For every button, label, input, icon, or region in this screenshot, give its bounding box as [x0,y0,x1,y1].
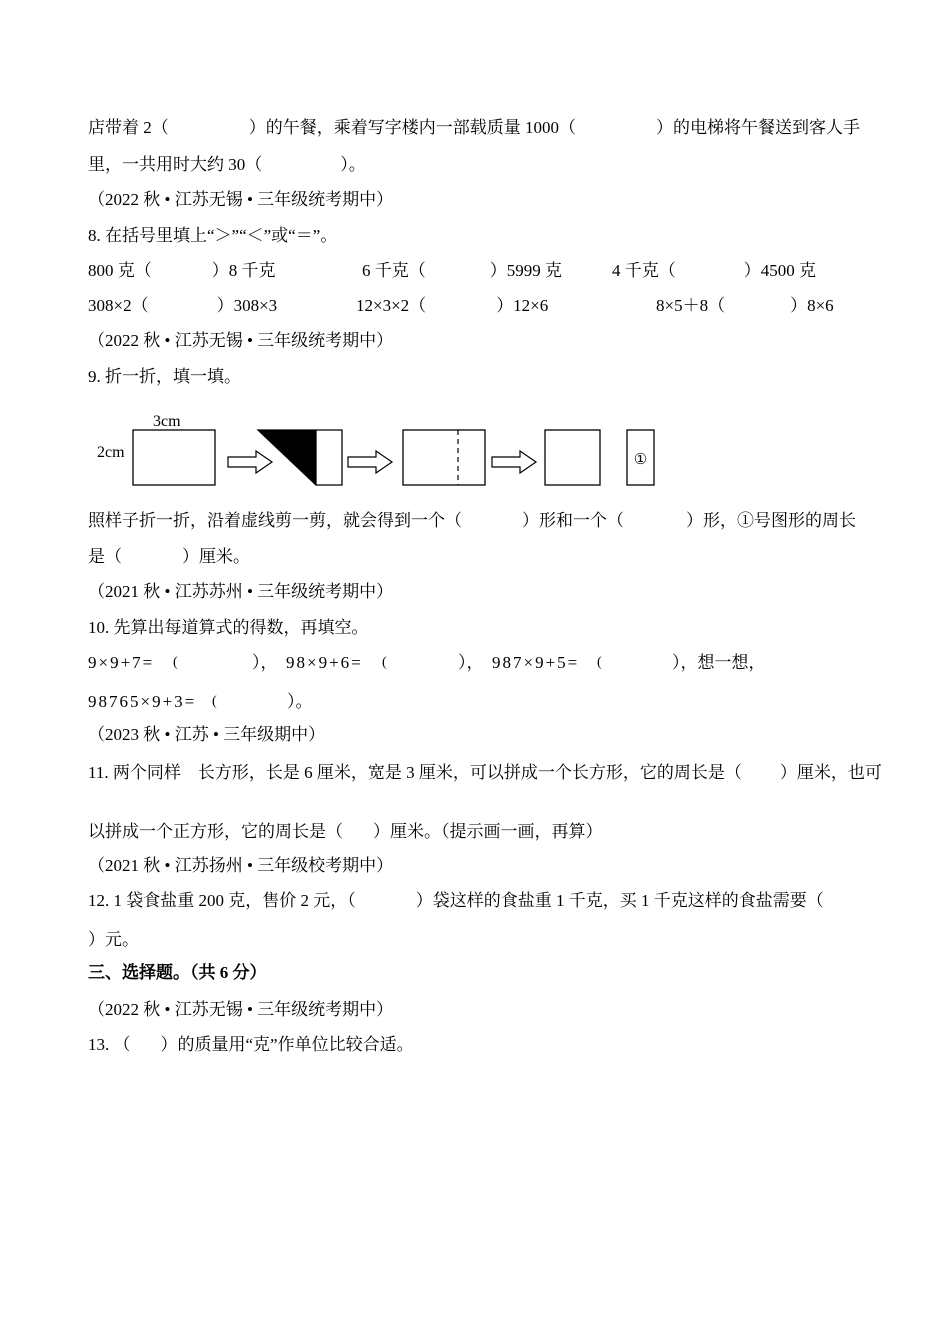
q12-source [88,856,393,876]
section-heading [88,963,267,983]
text-segment: 8×5＋8（ [656,296,726,315]
text-segment: ）形和一个（ [522,511,624,530]
q11-source [88,725,325,745]
text-segment: 11. 两个同样 长方形，长是 6 厘米，宽是 3 厘米，可以拼成一个长方形，它的周长是（ [88,763,742,782]
q10-stem [88,618,369,638]
text-segment: ）厘米。 [182,547,250,566]
text-segment: ）， [458,653,484,672]
answer-blank [725,310,790,311]
q11-line-1 [88,763,882,783]
q9-source [88,331,393,351]
text-segment: 里，一共用时大约 30（ [88,155,263,174]
source-note: （2022 秋 • 江苏无锡 • 三年级统考期中） [88,1000,394,1019]
text-segment: 308×2（ [88,296,149,315]
q9-stem [88,367,241,387]
source-note: （2021 秋 • 江苏苏州 • 三年级统考期中） [88,582,394,601]
answer-blank [576,132,656,133]
answer-blank [742,777,780,778]
answer-blank [426,275,490,276]
piece-number-label: ① [633,450,648,468]
section-title: 三、选择题。（共 6 分） [88,963,267,982]
question-stem: 10. 先算出每道算式的得数，再填空。 [88,618,369,637]
q8-row1-item3 [612,261,816,281]
answer-blank [343,836,373,837]
text-segment: 800 克（ [88,261,152,280]
text-segment: ）厘米。（提示画一画，再算） [373,822,603,841]
text-segment: ）4500 克 [743,261,816,280]
text-segment: 12×3×2（ [356,296,427,315]
text-segment: ），想一想， [672,653,766,672]
q9-line-1 [88,511,856,531]
arrow-right-icon [228,451,272,473]
text-segment: 店带着 2（ [88,118,169,137]
text-segment: ）形，①号图形的周长 [686,511,856,530]
text-segment: ）的电梯将午餐送到客人手 [656,118,860,137]
open-paren: ( [597,655,602,670]
source-note: （2023 秋 • 江苏 • 三年级期中） [88,725,326,744]
text-segment: 12. 1 袋食盐重 200 克，售价 2 元，（ [88,891,356,910]
text-segment: ）。 [287,692,313,711]
q7-line-1 [88,118,860,138]
arrow-right-icon [348,451,392,473]
text-segment: ）8 千克 [211,261,276,280]
q12-line-1 [88,891,824,911]
q10-source [88,582,393,602]
question-stem: 8. 在括号里填上“＞”“＜”或“＝”。 [88,226,338,245]
text-segment: 6 千克（ [362,261,426,280]
q8-row1-item2 [362,261,562,281]
source-note: （2021 秋 • 江苏扬州 • 三年级校考期中） [88,856,394,875]
formula-3: 987×9+5= [492,653,580,672]
answer-blank [676,275,744,276]
answer-blank [462,525,522,526]
text-segment: 是（ [88,547,122,566]
formula-1: 9×9+7= [88,653,155,672]
q12-line-2 [88,930,139,950]
q8-row2-item2 [356,296,548,316]
answer-blank [131,1049,161,1050]
answer-blank [262,169,340,170]
text-segment: 照样子折一折，沿着虚线剪一剪，就会得到一个（ [88,511,462,530]
open-paren: ( [173,655,178,670]
q8-row2-item3 [656,296,834,316]
text-segment: 13. （ [88,1035,131,1054]
answer-blank [149,310,217,311]
unfolded-rectangle [403,430,485,485]
arrow-right-icon [492,451,536,473]
q8-row2-item1 [88,296,277,316]
text-segment: ）， [252,653,278,672]
answer-blank [624,525,686,526]
text-segment: ）袋这样的食盐重 1 千克，买 1 千克这样的食盐需要（ [415,891,824,910]
q8-source [88,190,393,210]
question-stem: 9. 折一折，填一填。 [88,367,241,386]
text-segment: ）厘米，也可 [779,763,882,782]
answer-blank [426,310,496,311]
original-rectangle [133,430,215,485]
width-label: 3cm [153,413,181,430]
open-paren: ( [382,655,387,670]
folding-figure [0,400,950,495]
source-note: （2022 秋 • 江苏无锡 • 三年级统考期中） [88,190,394,209]
text-segment: ）的质量用“克”作单位比较合适。 [160,1035,414,1054]
q8-stem [88,226,337,246]
answer-blank [356,905,416,906]
q13-line-1 [88,1035,414,1055]
q7-line-2 [88,155,366,175]
q9-line-2 [88,547,250,567]
text-segment: 4 千克（ [612,261,676,280]
q13-source [88,1000,393,1020]
text-segment: ）8×6 [790,296,834,315]
text-segment: ）的午餐，乘着写字楼内一部载质量 1000（ [248,118,576,137]
formula-2: 98×9+6= [286,653,363,672]
open-paren: ( [212,694,217,709]
answer-blank [169,132,249,133]
q8-row1-item1 [88,261,276,281]
height-label: 2cm [97,444,125,461]
text-segment: 以拼成一个正方形，它的周长是（ [88,822,343,841]
text-segment: ）。 [340,155,366,174]
answer-blank [122,561,182,562]
text-segment: ）308×3 [216,296,278,315]
q11-line-2 [88,822,603,842]
result-square [545,430,600,485]
answer-blank [152,275,212,276]
source-note: （2022 秋 • 江苏无锡 • 三年级统考期中） [88,331,394,350]
formula-4: 98765×9+3= [88,692,197,711]
text-segment: ）12×6 [496,296,549,315]
text-segment: ）元。 [88,930,139,949]
text-segment: ）5999 克 [489,261,562,280]
